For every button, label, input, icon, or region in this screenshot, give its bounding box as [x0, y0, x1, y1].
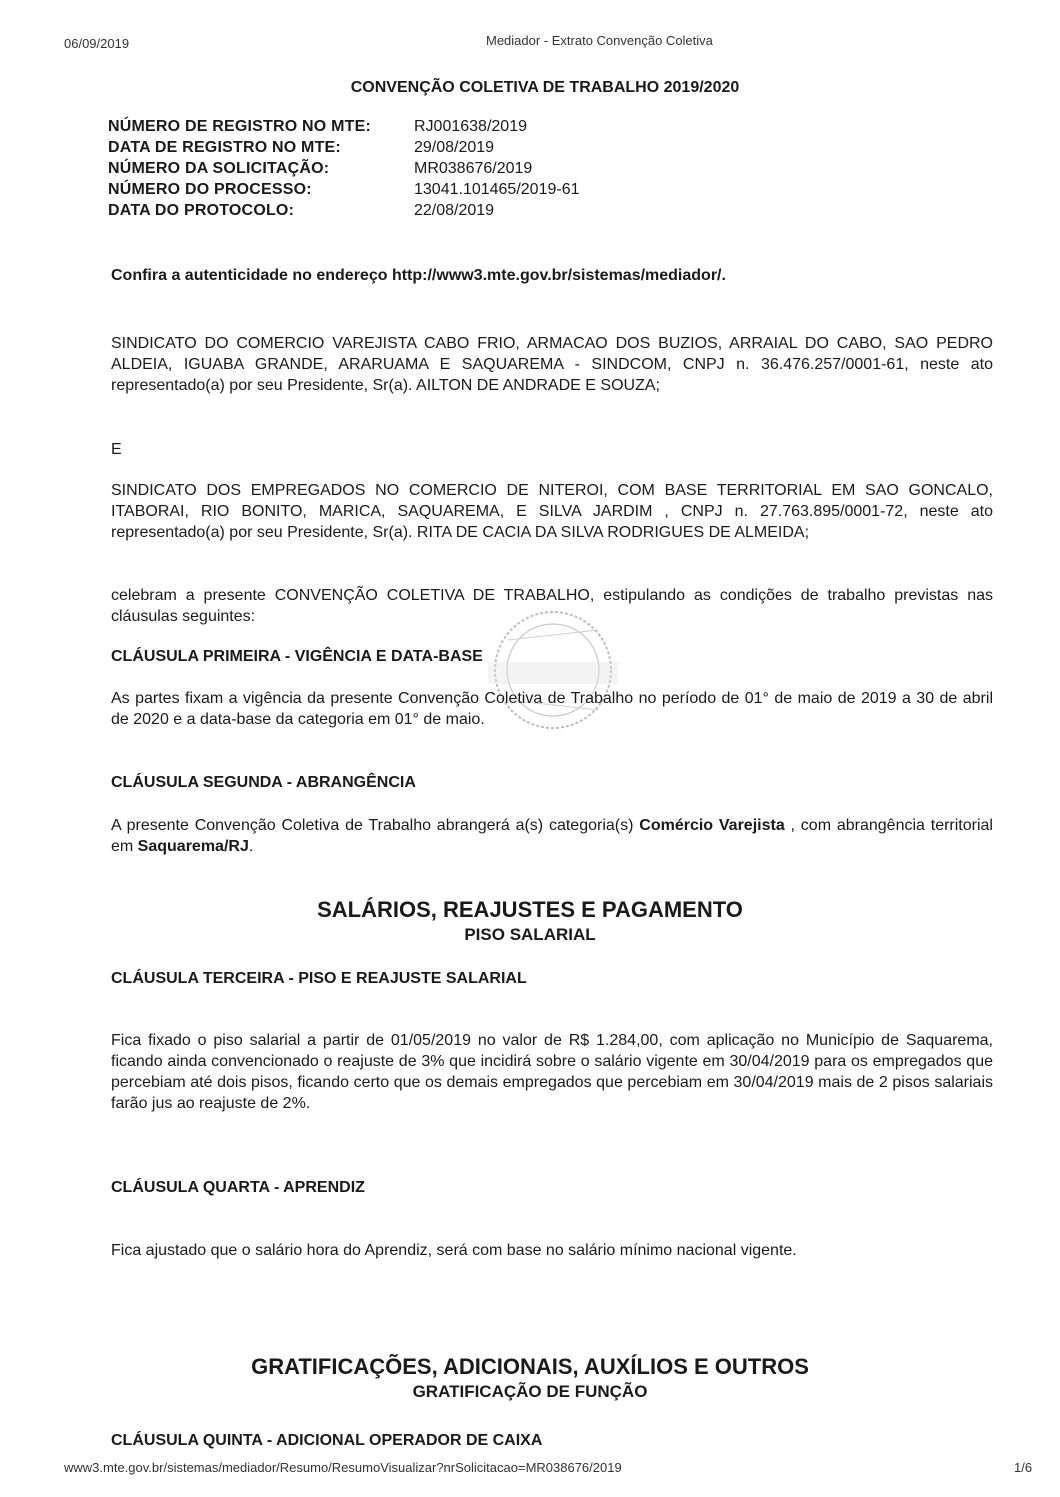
- registration-value: MR038676/2019: [414, 160, 533, 177]
- registration-row: [108, 160, 580, 181]
- clause-3-title: CLÁUSULA TERCEIRA - PISO E REAJUSTE SALARIAL: [111, 970, 527, 987]
- print-date: 06/09/2019: [64, 36, 130, 51]
- celebrate-text: celebram a presente CONVENÇÃO COLETIVA DE TRABALHO, estipulando as condições de trabalho previstas nas cláusulas seguintes:: [111, 587, 993, 625]
- registration-value: RJ001638/2019: [414, 118, 527, 135]
- section-gratifications-title: GRATIFICAÇÕES, ADICIONAIS, AUXÍLIOS E OUTROS: [251, 1354, 809, 1379]
- party-employees: SINDICATO DOS EMPREGADOS NO COMERCIO DE NITEROI, COM BASE TERRITORIAL EM SAO GONCALO, ITABORAI, RIO BONITO, MARICA, SAQUAREMA, E SILVA JARDIM , CNPJ n. 27.763.895/0001-72, neste ato representado(a) por seu Presidente, Sr(a). RITA DE CACIA DA SILVA RODRIGUES DE ALMEIDA;: [111, 482, 993, 541]
- clause-2-territory: Saquarema/RJ: [137, 838, 249, 855]
- section-salaries-title: SALÁRIOS, REAJUSTES E PAGAMENTO: [317, 897, 743, 922]
- registration-row: [108, 202, 580, 223]
- clause-2-text: [111, 815, 993, 857]
- registration-block: [108, 118, 580, 223]
- clause-2-text-b: , com abrangência territorial em: [111, 817, 993, 855]
- registration-label: NÚMERO DA SOLICITAÇÃO:: [108, 160, 330, 177]
- registration-row: [108, 139, 580, 160]
- registration-row: [108, 181, 580, 202]
- clause-2-title: CLÁUSULA SEGUNDA - ABRANGÊNCIA: [111, 774, 416, 791]
- clause-4-title: CLÁUSULA QUARTA - APRENDIZ: [111, 1179, 365, 1196]
- clause-5-title: CLÁUSULA QUINTA - ADICIONAL OPERADOR DE CAIXA: [111, 1432, 543, 1449]
- page-number: 1/6: [1014, 1460, 1033, 1475]
- authenticity-notice: Confira a autenticidade no endereço http://www3.mte.gov.br/sistemas/mediador/.: [111, 267, 726, 284]
- registration-label: DATA DO PROTOCOLO:: [108, 202, 295, 219]
- party-employer: SINDICATO DO COMERCIO VAREJISTA CABO FRIO, ARMACAO DOS BUZIOS, ARRAIAL DO CABO, SAO PEDRO ALDEIA, IGUABA GRANDE, ARARUAMA E SAQUAREMA - SINDCOM, CNPJ n. 36.476.257/0001-61, neste ato representado(a) por seu Presidente, Sr(a). AILTON DE ANDRADE E SOUZA;: [111, 335, 993, 394]
- registration-label: NÚMERO DO PROCESSO:: [108, 181, 312, 198]
- clause-2-text-a: A presente Convenção Coletiva de Trabalho abrangerá a(s) categoria(s): [111, 817, 640, 834]
- registration-label: DATA DE REGISTRO NO MTE:: [108, 139, 341, 156]
- clause-4-text: Fica ajustado que o salário hora do Aprendiz, será com base no salário mínimo nacional vigente.: [111, 1242, 797, 1259]
- registration-label: NÚMERO DE REGISTRO NO MTE:: [108, 118, 371, 135]
- clause-2-text-c: .: [248, 838, 254, 855]
- clause-3-text: Fica fixado o piso salarial a partir de 01/05/2019 no valor de R$ 1.284,00, com aplicação no Município de Saquarema, ficando ainda convencionado o reajuste de 3% que incidirá sobre o salário vigente em 30/04/2019 para os empregados que percebiam até dois pisos, ficando certo que os demais empregados que percebiam em 30/04/2019 mais de 2 pisos salariais farão jus ao reajuste de 2%.: [111, 1032, 993, 1112]
- section-gratifications-subtitle: GRATIFICAÇÃO DE FUNÇÃO: [412, 1382, 648, 1401]
- registration-value: 22/08/2019: [414, 202, 495, 219]
- registration-value: 29/08/2019: [414, 139, 495, 156]
- print-source: Mediador - Extrato Convenção Coletiva: [486, 33, 713, 48]
- conjunction: E: [111, 441, 122, 458]
- footer-url: www3.mte.gov.br/sistemas/mediador/Resumo/ResumoVisualizar?nrSolicitacao=MR038676/2019: [64, 1460, 622, 1475]
- clause-1-text: As partes fixam a vigência da presente Convenção Coletiva de Trabalho no período de 01° de maio de 2019 a 30 de abril de 2020 e a data-base da categoria em 01° de maio.: [111, 690, 993, 728]
- registration-row: [108, 118, 580, 139]
- clause-1-title: CLÁUSULA PRIMEIRA - VIGÊNCIA E DATA-BASE: [111, 648, 483, 665]
- document-title: CONVENÇÃO COLETIVA DE TRABALHO 2019/2020: [350, 79, 740, 96]
- section-salaries-subtitle: PISO SALARIAL: [464, 925, 596, 944]
- clause-2-category: Comércio Varejista: [639, 817, 785, 834]
- registration-value: 13041.101465/2019-61: [414, 181, 580, 198]
